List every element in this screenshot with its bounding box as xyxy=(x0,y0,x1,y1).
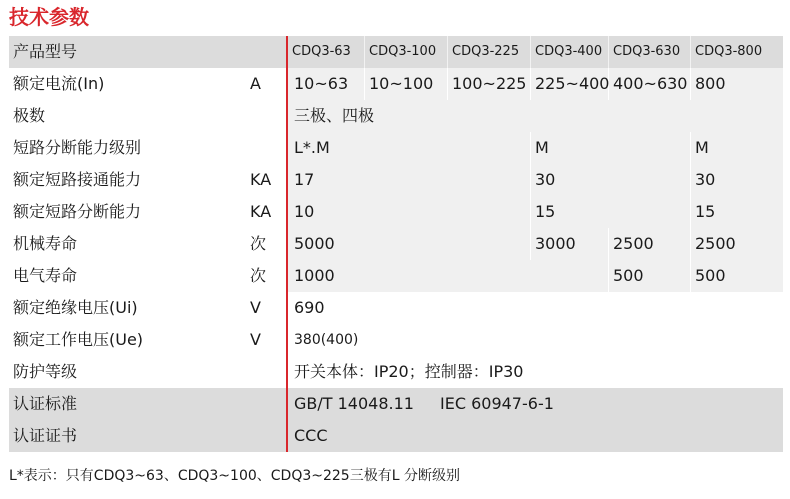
cell-value: 15 xyxy=(695,202,716,221)
row-label: 额定短路分断能力 xyxy=(13,202,142,221)
column-divider xyxy=(690,68,691,100)
column-divider xyxy=(690,228,691,260)
cell-value: 17 xyxy=(294,170,315,189)
cell-value: M xyxy=(695,138,709,157)
cell-value: 15 xyxy=(535,202,556,221)
row-unit: KA xyxy=(250,170,272,189)
column-divider xyxy=(690,164,691,196)
row-unit: V xyxy=(250,298,261,317)
column-divider xyxy=(447,68,448,100)
cell-value: 30 xyxy=(695,170,716,189)
column-divider xyxy=(690,36,691,68)
cell-value: IEC 60947-6-1 xyxy=(440,394,554,413)
cell-value: 380(400) xyxy=(294,332,359,348)
cell-value: 500 xyxy=(613,266,644,285)
row-label: 机械寿命 xyxy=(13,234,78,253)
row-unit: A xyxy=(250,74,261,93)
column-divider xyxy=(447,36,448,68)
cell-value: 10 xyxy=(294,202,315,221)
model-header: CDQ3-63 xyxy=(292,44,351,59)
model-header: CDQ3-400 xyxy=(535,44,603,59)
accent-divider xyxy=(286,36,288,452)
cell-value: 100~225 xyxy=(452,74,527,93)
cell-value: GB/T 14048.11 xyxy=(294,394,414,413)
row-label: 额定绝缘电压(Ui) xyxy=(13,298,138,317)
column-divider xyxy=(530,132,531,164)
table-row xyxy=(9,100,783,132)
row-unit: V xyxy=(250,330,261,349)
cell-value: 500 xyxy=(695,266,726,285)
table-row xyxy=(9,420,783,452)
table-row xyxy=(9,68,783,100)
cell-value: 2500 xyxy=(613,234,654,253)
section-title: 技术参数 xyxy=(9,5,89,29)
row-label: 防护等级 xyxy=(13,362,78,381)
column-divider xyxy=(530,196,531,228)
table-row xyxy=(9,292,783,324)
row-label: 额定工作电压(Ue) xyxy=(13,330,144,349)
table-row xyxy=(9,388,783,420)
table-row xyxy=(9,260,783,292)
cell-value: 400~630 xyxy=(613,74,688,93)
model-header: CDQ3-225 xyxy=(452,44,520,59)
column-divider xyxy=(364,68,365,100)
cell-value: 225~400 xyxy=(535,74,610,93)
row-label: 认证证书 xyxy=(13,426,78,445)
row-label: 电气寿命 xyxy=(13,266,78,285)
cell-value: 30 xyxy=(535,170,556,189)
column-divider xyxy=(530,164,531,196)
cell-value: 10~100 xyxy=(369,74,434,93)
row-label: 短路分断能力级别 xyxy=(13,138,142,157)
table-row xyxy=(9,324,783,356)
column-divider xyxy=(690,260,691,292)
column-divider xyxy=(530,228,531,260)
model-header: CDQ3-630 xyxy=(613,44,681,59)
header-label: 产品型号 xyxy=(13,42,78,61)
column-divider xyxy=(364,36,365,68)
table-header-row xyxy=(9,36,783,68)
row-unit: 次 xyxy=(250,266,267,285)
table-row xyxy=(9,228,783,260)
column-divider xyxy=(690,132,691,164)
cell-value: L*.M xyxy=(294,138,330,157)
row-unit: KA xyxy=(250,202,272,221)
cell-value: 800 xyxy=(695,74,726,93)
row-label: 极数 xyxy=(13,106,46,125)
column-divider xyxy=(608,228,609,260)
cell-value: 2500 xyxy=(695,234,736,253)
footnote: L*表示：只有CDQ3~63、CDQ3~100、CDQ3~225三极有L 分断级别 xyxy=(9,468,460,484)
spec-table xyxy=(9,36,783,452)
column-divider xyxy=(530,36,531,68)
table-row xyxy=(9,132,783,164)
cell-value: CCC xyxy=(294,426,328,445)
column-divider xyxy=(690,196,691,228)
cell-value: 1000 xyxy=(294,266,335,285)
cell-value: 3000 xyxy=(535,234,576,253)
model-header: CDQ3-100 xyxy=(369,44,437,59)
row-shading xyxy=(288,260,608,292)
table-row xyxy=(9,356,783,388)
row-label: 认证标准 xyxy=(13,394,78,413)
cell-value: 690 xyxy=(294,298,325,317)
cell-value: 三极、四极 xyxy=(294,106,375,125)
row-label: 额定短路接通能力 xyxy=(13,170,142,189)
model-header: CDQ3-800 xyxy=(695,44,763,59)
table-row xyxy=(9,164,783,196)
cell-value: 5000 xyxy=(294,234,335,253)
column-divider xyxy=(530,68,531,100)
row-label: 额定电流(In) xyxy=(13,74,105,93)
row-unit: 次 xyxy=(250,234,267,253)
cell-value: 开关本体：IP20；控制器：IP30 xyxy=(294,362,524,381)
cell-value: M xyxy=(535,138,549,157)
column-divider xyxy=(608,36,609,68)
table-row xyxy=(9,196,783,228)
cell-value: 10~63 xyxy=(294,74,349,93)
